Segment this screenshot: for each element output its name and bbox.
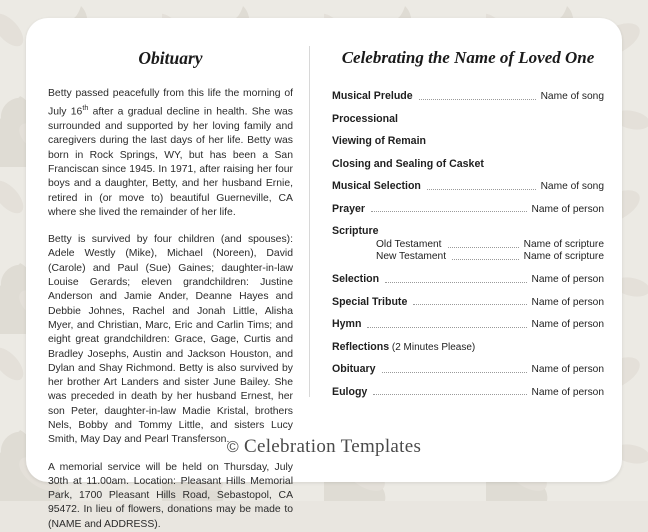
paragraph-text: A memorial service will be held on Thursday, July 30th at 11.00am. Location: Pleasant Hills Memorial Park, 1700 Pleasant Hills Road, Sebastopol, CA 95472. In lieu of flowers, donations may be made to (NAME and ADDRESS). <box>48 461 293 530</box>
paragraph-text: after a gradual decline in health. She was surrounded and supported by her loving family and caregivers during the last days of her life. Betty was born in Rock Springs, WY, but has been a San Franciscan since 1945. In 1971, after raising her four boys and a daughter, Betty, and her husband Ernie, retired in (or move to) beautiful Guerneville, CA where she lived the remainder of her life. <box>48 106 293 218</box>
program-item-label-text: Special Tribute <box>332 295 408 308</box>
obituary-paragraph <box>48 87 293 220</box>
program-item-value: Name of person <box>531 274 604 285</box>
leader-dots <box>452 258 519 260</box>
leader-dots <box>367 326 526 328</box>
program-item-label-text: Musical Prelude <box>332 90 413 102</box>
program-item-value: Name of song <box>540 91 604 102</box>
program-item-label-text: Musical Selection <box>332 180 421 192</box>
program-entry <box>332 225 604 262</box>
program-item-label <box>332 341 475 353</box>
leader-dots <box>448 246 519 248</box>
footer-credit <box>26 436 622 458</box>
leader-dots <box>373 393 526 395</box>
leader-dots <box>371 210 527 212</box>
leader-dots <box>382 371 527 373</box>
program-entry <box>332 363 604 375</box>
program-row <box>332 158 604 170</box>
celebration-heading: Celebrating the Name of Loved One <box>341 48 595 67</box>
program-item-label-text: Closing and Sealing of Casket <box>332 157 484 170</box>
program-card <box>26 18 622 530</box>
leader-dots <box>419 98 536 100</box>
program-item-label <box>332 113 398 125</box>
program-entry <box>332 318 604 330</box>
program-row <box>332 296 604 308</box>
leader-dots <box>385 281 526 283</box>
program-item-value: Name of person <box>531 386 604 398</box>
program-item-label-text: Obituary <box>332 363 376 375</box>
program-item-label <box>332 135 426 147</box>
program-entry <box>332 135 604 147</box>
program-subrow <box>332 251 604 262</box>
obituary-body <box>48 87 293 532</box>
program-row <box>332 113 604 125</box>
program-row <box>332 363 604 375</box>
program-item-label <box>332 363 376 375</box>
program-row <box>332 90 604 102</box>
program-item-label <box>332 225 379 237</box>
obituary-column <box>26 18 309 530</box>
program-entry <box>332 296 604 308</box>
obituary-paragraph <box>48 461 293 532</box>
program-entry <box>332 180 604 192</box>
program-item-label-text: Scripture <box>332 225 379 237</box>
program-item-label <box>332 296 407 308</box>
program-subrow <box>332 239 604 250</box>
ordinal-suffix: th <box>82 103 89 113</box>
obituary-paragraph <box>48 233 293 447</box>
program-item-label-text: Viewing of Remain <box>332 135 426 147</box>
program-entry <box>332 341 604 353</box>
program-item-label-text: Eulogy <box>332 385 368 398</box>
program-row <box>332 180 604 192</box>
program-list <box>332 90 604 398</box>
program-subitem-label: New Testament <box>376 251 447 262</box>
program-row <box>332 386 604 398</box>
program-item-value: Name of person <box>531 364 604 375</box>
program-column <box>310 18 622 423</box>
paragraph-text: Betty is survived by four children (and spouses): Adele Westly (Mike), Michael (Noreen), David (Carole) and Paul (Sue) Gaines; daughter-in-law Louise Gerards; eleven grandchildren: Justine Anderson and Jamie Ander, Deanne Hayes and Debbie Johnes, Rachel and Jonah Little, Alisha Myer, and Christian, Marc, Eric and Carlin Tims; and eight great grandchildren: Grace, Gage, Curtis and Bradley Josephs, Austin and Jackson Houston, and Dylan and Shay Richmond. Betty is also survived by her brother Art Landers and sister June Bailey. She was preceded in death by her husband Ernest, her son Peter, daughter-in-law Madie Kristal, brothers Nels, Bobby and Tommy Little, and sisters Lucy Smith, May Day and Pearl Transferson. <box>48 234 293 446</box>
program-subitem-value: Name of scripture <box>523 239 604 250</box>
program-item-label <box>332 180 421 192</box>
program-item-value: Name of person <box>531 319 604 330</box>
program-subitem-label: Old Testament <box>376 239 442 250</box>
paragraph-text: Betty passed peacefully from this life the morning of July 16 <box>48 88 293 118</box>
program-item-value: Name of song <box>540 181 604 192</box>
program-entry <box>332 90 604 102</box>
program-row <box>332 203 604 215</box>
leader-dots <box>413 303 526 305</box>
program-subitem-value: Name of scripture <box>523 251 604 262</box>
program-item-label <box>332 158 484 170</box>
program-item-value: Name of person <box>531 296 604 308</box>
program-item-label <box>332 90 413 102</box>
program-item-label-text: Selection <box>332 273 380 285</box>
program-row <box>332 318 604 330</box>
program-entry <box>332 273 604 285</box>
program-item-label-text: Prayer <box>332 202 365 215</box>
program-row <box>332 135 604 147</box>
program-row <box>332 273 604 285</box>
program-row <box>332 341 604 353</box>
program-item-value: Name of person <box>531 203 604 215</box>
program-entry <box>332 386 604 398</box>
footer-text: Celebration Templates <box>244 436 422 457</box>
program-item-label <box>332 318 361 330</box>
program-item-label <box>332 386 367 398</box>
program-item-label-text: Processional <box>332 112 398 125</box>
copyright-icon: © <box>226 439 239 456</box>
program-entry <box>332 113 604 125</box>
program-item-label <box>332 203 365 215</box>
leader-dots <box>427 188 536 190</box>
program-entry <box>332 203 604 215</box>
program-item-label-text: Reflections <box>332 340 390 353</box>
program-row <box>332 225 604 237</box>
program-entry <box>332 158 604 170</box>
program-item-label <box>332 273 379 285</box>
obituary-heading: Obituary <box>138 48 203 68</box>
program-item-label-text: Hymn <box>332 318 362 330</box>
program-item-note: (2 Minutes Please) <box>389 341 476 353</box>
